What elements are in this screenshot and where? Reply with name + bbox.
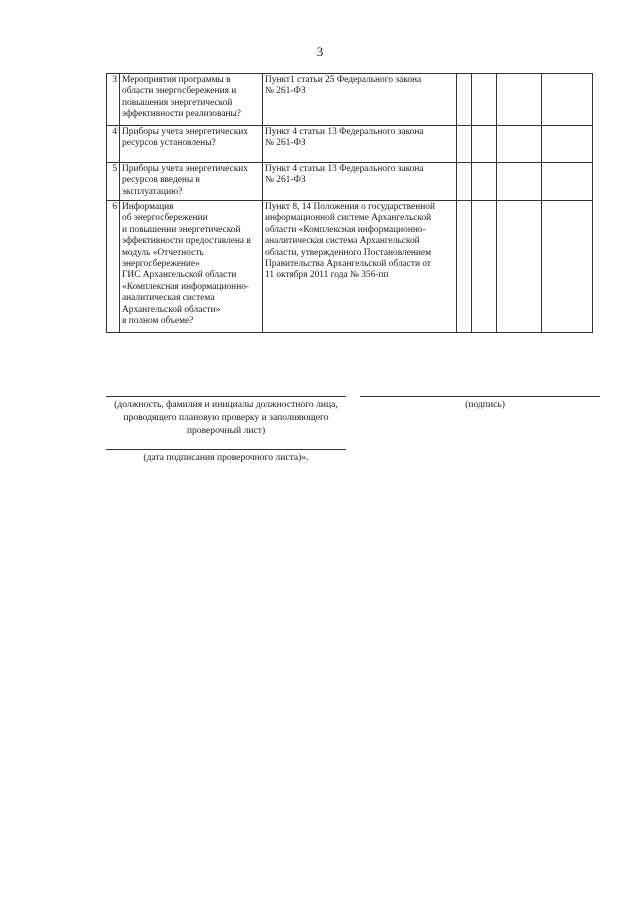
table-row [107, 74, 593, 126]
answer-cell [542, 163, 593, 201]
checklist-table [106, 73, 593, 333]
answer-cell [497, 163, 542, 201]
row-number: 3 [107, 74, 120, 126]
answer-cell [457, 163, 472, 201]
date-caption: (дата подписания проверочного листа)». [143, 452, 309, 463]
answer-cell [472, 74, 497, 126]
answer-cell [497, 126, 542, 163]
answer-cell [457, 201, 472, 333]
answer-cell [472, 126, 497, 163]
answer-cell [542, 201, 593, 333]
date-signature-line [106, 449, 346, 450]
reference-cell: Пункт 8, 14 Положения о государственной информационной системе Архангельской области «Комплексная информационно- аналитическая система Архангельской области, утвержденного Постановлением Правительства Архангельской области от 11 октября 2011 года № 356-пп [263, 201, 457, 333]
signature-line [360, 396, 600, 397]
reference-cell: Пункт1 статьи 25 Федерального закона № 261-ФЗ [263, 74, 457, 126]
row-number: 5 [107, 163, 120, 201]
answer-cell [542, 74, 593, 126]
signature-caption: (подпись) [465, 399, 505, 410]
table-row [107, 201, 593, 333]
reference-cell: Пункт 4 статьи 13 Федерального закона № 261-ФЗ [263, 126, 457, 163]
answer-cell [472, 163, 497, 201]
answer-cell [542, 126, 593, 163]
question-cell: Информация об энергосбережении и повышении энергетической эффективности предоставлена в модуль «Отчетность энергосбережение» ГИС Архангельской области «Комплексная информационно- аналитическая система Архангельской области» в полном объеме? [120, 201, 263, 333]
question-cell: Приборы учета энергетических ресурсов установлены? [120, 126, 263, 163]
answer-cell [497, 201, 542, 333]
table-row [107, 163, 593, 201]
answer-cell [457, 74, 472, 126]
answer-cell [472, 201, 497, 333]
row-number: 6 [107, 201, 120, 333]
question-cell: Приборы учета энергетических ресурсов введены в эксплуатацию? [120, 163, 263, 201]
answer-cell [457, 126, 472, 163]
official-signature-line [106, 396, 346, 397]
reference-cell: Пункт 4 статьи 13 Федерального закона № 261-ФЗ [263, 163, 457, 201]
table-row [107, 126, 593, 163]
question-cell: Мероприятия программы в области энергосбережения и повышения энергетической эффективности реализованы? [120, 74, 263, 126]
row-number: 4 [107, 126, 120, 163]
page-number: 3 [316, 44, 324, 59]
official-caption: (должность, фамилия и инициалы должностного лица, проводящего плановую проверку и заполняющего проверочный лист) [114, 399, 338, 436]
answer-cell [497, 74, 542, 126]
